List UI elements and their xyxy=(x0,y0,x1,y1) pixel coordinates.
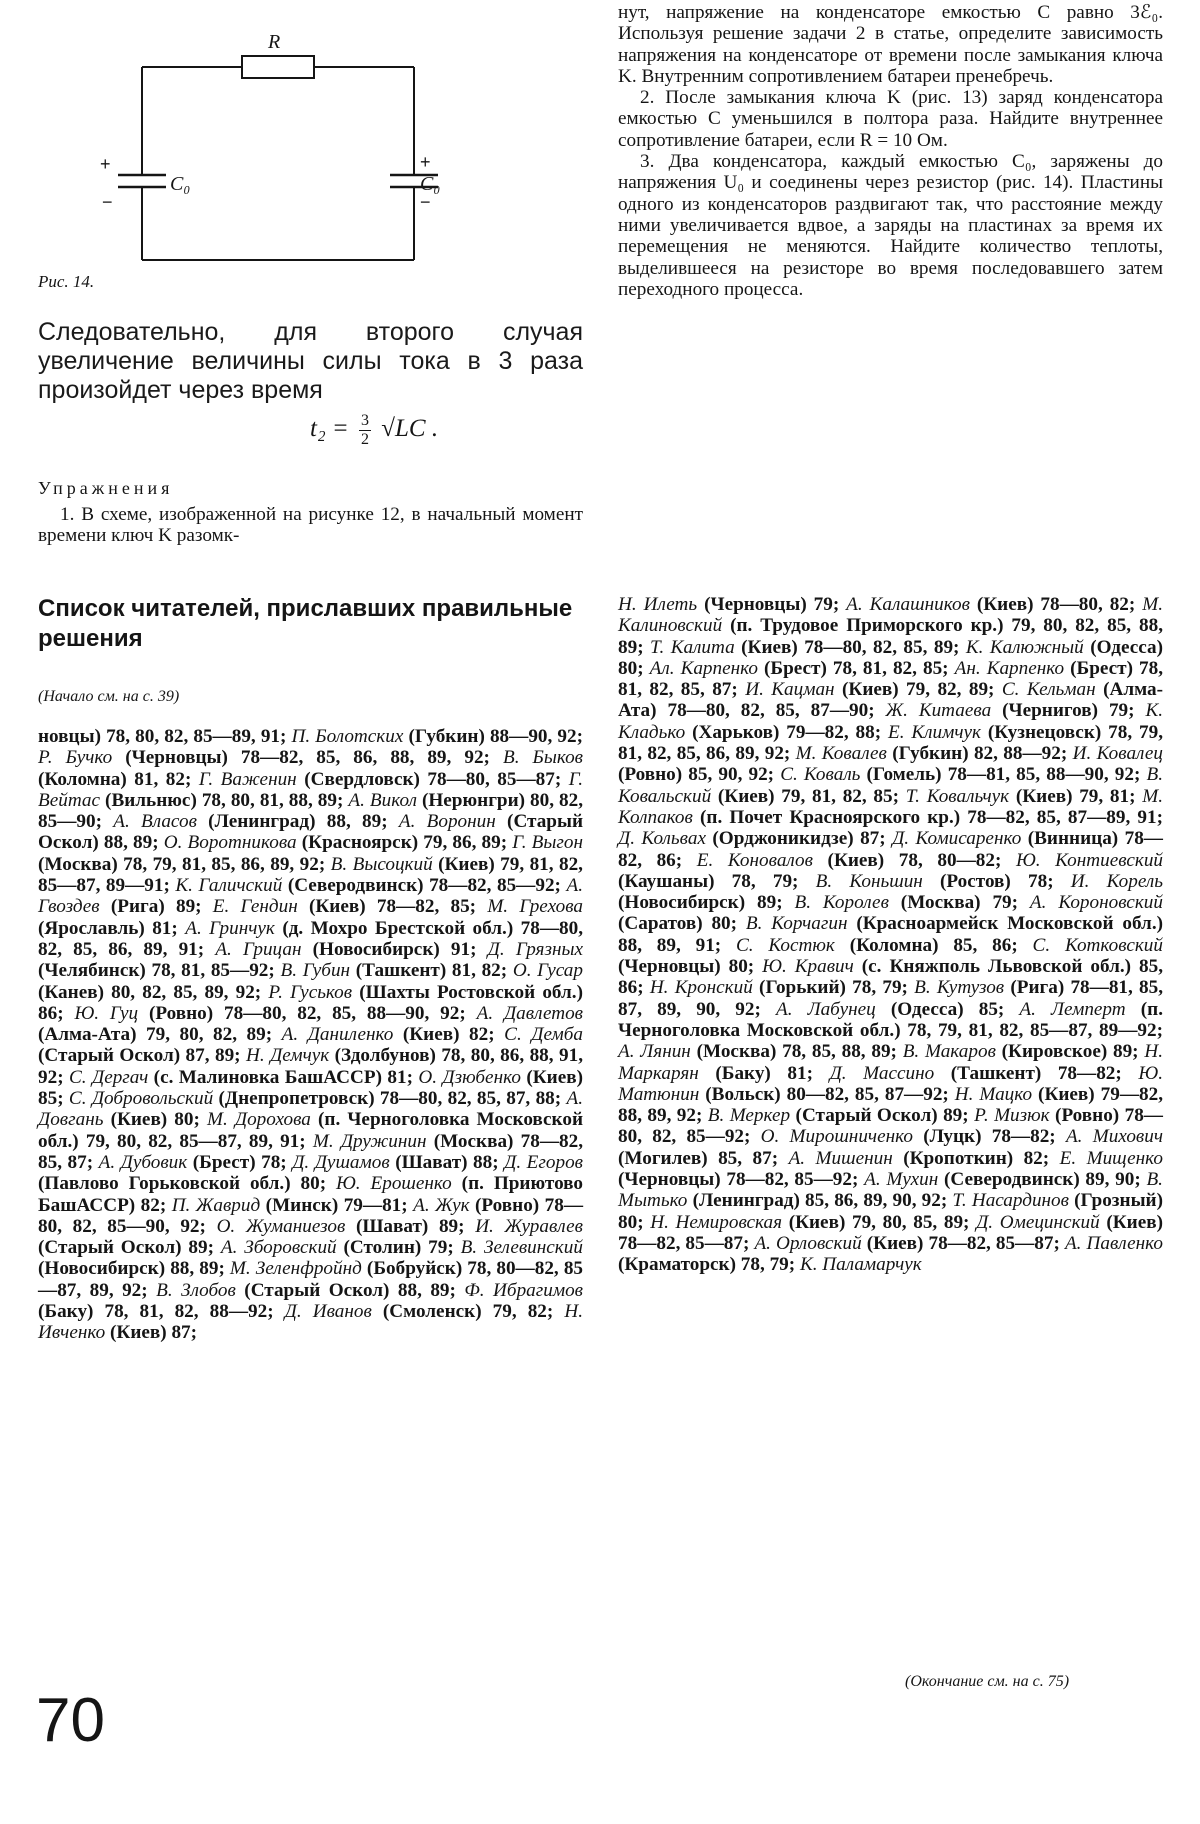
reader-name: Ю. Ерошенко xyxy=(336,1173,452,1195)
continued-on-note: (Окончание см. на с. 75) xyxy=(905,1673,1070,1690)
reader-name: А. Лянин xyxy=(618,1041,691,1063)
reader-name: Н. Кронский xyxy=(649,977,753,999)
reader-details: (Старый Оскол) 87, 89; xyxy=(38,1045,246,1067)
reader-details: (Киев) 79, 81, 82, 85—87, 89—91; xyxy=(38,853,583,897)
circuit-diagram xyxy=(98,22,448,272)
reader-details: (Киев) 79, 80, 85, 89; xyxy=(782,1211,977,1233)
reader-name: О. Жуманиезов xyxy=(216,1215,346,1237)
reader-name: В. Меркер xyxy=(707,1105,791,1127)
reader-entry xyxy=(285,1301,565,1322)
reader-details: (Грозный) 80; xyxy=(618,1190,1163,1233)
reader-details: (Черновцы) 78—82, 85, 86, 88, 89, 92; xyxy=(112,747,503,769)
reader-details: (Брест) 78, 81, 82, 85; xyxy=(757,657,955,679)
reader-name: Н. Ивченко xyxy=(38,1301,583,1344)
reader-name: О. Дзюбенко xyxy=(418,1066,521,1088)
reader-entry xyxy=(164,832,513,853)
reader-name: М. Калиновский xyxy=(618,594,1164,637)
reader-entry xyxy=(864,1169,1146,1190)
reader-name: Г. Выгон xyxy=(512,832,583,854)
reader-entry xyxy=(780,764,1146,785)
reader-name: Т. Насардинов xyxy=(952,1190,1069,1212)
reader-details: (Ровно) 85, 90, 92; xyxy=(618,764,781,786)
reader-details: (Алма-Ата) 78—80, 82, 85, 87—90; xyxy=(618,679,1164,722)
reader-name: Д. Кольвах xyxy=(618,828,706,850)
reader-entry xyxy=(903,1041,1145,1062)
reader-name: Н. Немировская xyxy=(650,1211,783,1233)
reader-details: (Ровно) 78—80, 82, 85—92; xyxy=(618,1105,1163,1148)
reader-details: (Столин) 79; xyxy=(336,1237,461,1259)
reader-name: О. Мирошниченко xyxy=(760,1126,913,1148)
reader-details: (Луцк) 78—82; xyxy=(912,1126,1066,1148)
reader-name: Ю. Матюнин xyxy=(618,1062,1163,1105)
reader-entry xyxy=(776,999,1019,1020)
reader-name: П. Болотских xyxy=(291,726,404,747)
exercise-2: 2. После замыкания ключа K (рис. 13) заряд конденсатора емкостью C уменьшился в полтора раза. Найдите внутреннее сопротивление батареи, если R = 10 Ом. xyxy=(618,87,1163,151)
reader-details: (п. Черноголовка Московской обл.) 78, 79, 81, 82, 85—87, 89—92; xyxy=(618,998,1163,1041)
reader-entry xyxy=(796,743,1073,764)
reader-name: М. Зеленфройнд xyxy=(229,1258,362,1280)
reader-details: (Новосибирск) 91; xyxy=(301,938,488,960)
reader-name: Н. Мацко xyxy=(954,1083,1033,1105)
reader-details: (Москва) 78—82, 85, 87; xyxy=(38,1130,583,1173)
reader-details: (с. Княжполь Львовской обл.) 85, 86; xyxy=(618,956,1163,999)
reader-details: (Могилев) 85, 87; xyxy=(618,1147,789,1169)
reader-details: (Каушаны) 78, 79; xyxy=(618,870,816,892)
reader-details: (Киев) 78—82, 85; xyxy=(297,896,488,918)
conclusion-text: Следовательно, для второго случая увеличение величины силы тока в 3 раза произойдет через время xyxy=(38,318,583,404)
reader-name: И. Журавлев xyxy=(475,1215,583,1237)
reader-entry xyxy=(172,1195,413,1216)
reader-name: Р. Бучко xyxy=(38,747,113,769)
reader-name: Н. Илеть xyxy=(618,594,698,615)
reader-name: В. Злобов xyxy=(156,1279,236,1301)
reader-entry xyxy=(754,1233,1064,1254)
reader-name: А. Короновский xyxy=(1029,892,1163,914)
left-capacitor-label: C₀ xyxy=(170,173,191,195)
reader-name: К. Галичский xyxy=(175,875,283,897)
reader-details: (Рига) 89; xyxy=(99,896,213,918)
reader-details: (п. Приютово БашАССР) 82; xyxy=(38,1173,584,1216)
reader-details: (Шават) 89; xyxy=(345,1215,476,1237)
reader-details: (Канев) 80, 82, 85, 89, 92; xyxy=(38,981,269,1003)
reader-details: (п. Черноголовка Московской обл.) 79, 80, 82, 85—87, 89, 91; xyxy=(38,1109,583,1152)
reader-name: Ж. Китаева xyxy=(885,700,992,722)
reader-name: А. Калашников xyxy=(846,594,970,615)
reader-entry xyxy=(215,939,487,960)
reader-details: (Ростов) 78; xyxy=(922,870,1071,892)
resistor xyxy=(242,56,314,78)
reader-details: (Новосибирск) 89; xyxy=(618,892,795,914)
reader-name: Е. Гендин xyxy=(212,896,298,918)
reader-details: (Киев) 78—80, 82, 85, 89; xyxy=(734,636,966,658)
reader-details: (Черновцы) 78—82, 85—92; xyxy=(618,1169,865,1191)
reader-details: (Кропоткин) 82; xyxy=(892,1147,1060,1169)
reader-details: (п. Почет Красноярского кр.) 78—82, 85, 87—89, 91; xyxy=(692,806,1163,828)
reader-entry xyxy=(745,679,1002,700)
reader-name: А. Грицан xyxy=(215,938,302,960)
reader-entry xyxy=(708,1105,974,1126)
formula-t2 xyxy=(310,412,438,449)
reader-details: (Свердловск) 78—80, 85—87; xyxy=(296,768,569,790)
reader-details: (Киев) 85; xyxy=(38,1066,583,1110)
reader-details: (Павлово Горьковской обл.) 80; xyxy=(38,1173,336,1195)
reader-details: (Шават) 88; xyxy=(389,1151,505,1173)
reader-details: (Коломна) 81, 82; xyxy=(38,768,199,790)
reader-name: Ал. Карпенко xyxy=(649,657,758,679)
reader-name: М. Ковалев xyxy=(795,743,887,765)
reader-details: (Смоленск) 79, 82; xyxy=(371,1301,565,1323)
reader-name: Ф. Ибрагимов xyxy=(464,1279,583,1301)
reader-details: (Брест) 78; xyxy=(187,1151,293,1173)
formula-fraction xyxy=(359,412,371,449)
reader-name: А. Мишенин xyxy=(788,1147,893,1169)
reader-entry xyxy=(794,892,1029,913)
reader-details: (Киев) 78—80, 82; xyxy=(969,594,1143,615)
reader-name: А. Дубовик xyxy=(98,1151,188,1173)
reader-entry xyxy=(618,1041,903,1062)
reader-name: С. Дергач xyxy=(68,1066,149,1088)
reader-entry xyxy=(156,1280,464,1301)
resistor-label: R xyxy=(268,31,281,53)
reader-name: С. Коваль xyxy=(780,764,861,786)
reader-name: П. Жаврид xyxy=(171,1194,261,1216)
reader-details: (Северодвинск) 78—82, 85—92; xyxy=(282,875,567,897)
reader-details: (Одесса) 85; xyxy=(875,998,1020,1020)
reader-name: Ю. Кравич xyxy=(762,956,854,978)
reader-details: (Орджоникидзе) 87; xyxy=(705,828,893,850)
reader-name: В. Быков xyxy=(502,747,583,769)
reader-entry xyxy=(113,811,399,832)
reader-entry xyxy=(221,1237,461,1258)
reader-details: (Чернигов) 79; xyxy=(991,700,1146,722)
reader-details: (Здолбунов) 78, 80, 86, 88, 91, 92; xyxy=(38,1045,583,1088)
reader-entry xyxy=(217,1216,476,1237)
reader-name: М. Дружинин xyxy=(312,1130,427,1152)
reader-entry xyxy=(830,1063,1139,1084)
reader-name: Т. Ковальчук xyxy=(905,785,1010,807)
reader-details: (д. Мохро Брестской обл.) 78—80, 82, 85, 86, 89, 91; xyxy=(38,917,583,960)
reader-name: А. Гринчук xyxy=(185,917,275,939)
reader-name: К. Паламарчук xyxy=(799,1254,922,1276)
reader-details: (Ташкент) 81, 82; xyxy=(350,960,513,982)
reader-details: (Киев) 80; xyxy=(103,1109,207,1131)
exercises-title: Упражнения xyxy=(38,478,174,498)
reader-name: В. Ковальский xyxy=(618,764,1163,807)
reader-entry xyxy=(99,1152,293,1173)
reader-details: (Черновцы) 80; xyxy=(618,956,763,978)
reader-name: Н. Демчук xyxy=(246,1045,330,1067)
right-minus-sign: − xyxy=(420,192,431,212)
reader-name: А. Давлетов xyxy=(476,1002,583,1024)
reader-details: (Вольск) 80—82, 85, 87—92; xyxy=(699,1083,955,1105)
reader-name: Г. Важенин xyxy=(198,768,297,790)
reader-details: (Ровно) 78—80, 82, 85—90, 92; xyxy=(38,1194,584,1237)
reader-name: М. Дорохова xyxy=(206,1109,311,1131)
reader-name: В. Мытько xyxy=(618,1169,1163,1212)
reader-details: (Старый Оскол) 89; xyxy=(790,1105,975,1127)
reader-details: (Алма-Ата) 79, 80, 82, 89; xyxy=(38,1024,282,1046)
reader-details: (Ташкент) 78—82; xyxy=(934,1062,1139,1084)
exercise-1-end: нут, напряжение на конденсаторе емкостью C равно 3ℰ₀. Используя решение задачи 2 в статье, определите зависимость напряжения на конденсаторе от времени после замыкания ключа K. Внутренним сопротивлением батареи пренебречь. xyxy=(618,2,1163,87)
reader-entry xyxy=(886,700,1146,721)
reader-name: С. Кельман xyxy=(1001,679,1096,701)
left-plus-sign: + xyxy=(100,154,111,174)
reader-details: (п. Трудовое Приморского кр.) 79, 80, 82, 85, 88, 89; xyxy=(618,615,1163,658)
reader-name: Д. Комисаренко xyxy=(892,828,1022,850)
right-plus-sign: + xyxy=(420,152,431,172)
reader-name: Т. Калита xyxy=(650,636,735,658)
reader-name: В. Королев xyxy=(794,892,889,914)
reader-name: А. Орловский xyxy=(754,1232,862,1254)
reader-details: (Рига) 78—81, 85, 87, 89, 90, 92; xyxy=(618,977,1164,1020)
reader-entry xyxy=(906,786,1143,807)
reader-details: (Губкин) 88—90, 92; xyxy=(403,726,583,747)
exercise-1-start xyxy=(38,504,583,547)
reader-details: (Старый Оскол) 88, 89; xyxy=(235,1279,465,1301)
reader-details: (Киев) 79, 82, 89; xyxy=(834,679,1002,701)
reader-name: А. Лабунец xyxy=(775,998,876,1020)
reader-details: (Киев) 87; xyxy=(105,1322,198,1344)
reader-details: (Коломна) 85, 86; xyxy=(834,934,1033,956)
reader-details: (Брест) 78, 81, 82, 85, 87; xyxy=(618,657,1164,701)
reader-entry xyxy=(292,726,583,747)
reader-entry xyxy=(846,594,1142,615)
reader-details: (Красноармейск Московской обл.) 88, 89, 91; xyxy=(618,913,1164,956)
reader-details: (Днепропетровск) 78—80, 82, 85, 87, 88; xyxy=(213,1088,567,1110)
reader-name: Е. Мищенко xyxy=(1059,1147,1164,1169)
reader-details: (Ровно) 78—80, 82, 85, 88—90, 92; xyxy=(138,1002,477,1024)
figure-caption: Рис. 14. xyxy=(38,272,95,291)
reader-entry xyxy=(69,1088,567,1109)
reader-name: А. Викол xyxy=(348,789,417,811)
reader-name: Е. Коновалов xyxy=(696,849,813,871)
reader-details: (Горький) 78, 79; xyxy=(752,977,915,999)
reader-details: (с. Малиновка БашАССР) 81; xyxy=(148,1066,419,1088)
reader-name: О. Гусар xyxy=(512,960,583,982)
reader-details: (Винница) 78—82, 86; xyxy=(618,828,1163,871)
reader-details: (Ярославль) 81; xyxy=(38,917,186,939)
reader-entry xyxy=(213,896,488,917)
reader-details: (Новосибирск) 88, 89; xyxy=(38,1258,230,1280)
reader-entry xyxy=(292,1152,504,1173)
circuit-figure-14 xyxy=(98,22,448,272)
reader-details: (Киев) 78—82, 85—87; xyxy=(618,1211,1164,1254)
reader-details: (Киев) 82; xyxy=(393,1024,505,1046)
reader-name: В. Высоцкий xyxy=(330,853,433,875)
reader-details: (Минск) 79—81; xyxy=(260,1194,414,1216)
reader-details: (Баку) 81; xyxy=(698,1062,830,1084)
reader-details: (Киев) 78, 80—82; xyxy=(812,849,1016,871)
reader-details: (Киев) 79—82, 88, 89, 92; xyxy=(618,1083,1163,1127)
reader-name: М. Грехова xyxy=(487,896,583,918)
reader-name: А. Михович xyxy=(1065,1126,1163,1148)
reader-name: Д. Массино xyxy=(829,1062,935,1084)
reader-name: А. Власов xyxy=(113,811,197,833)
reader-name: Д. Иванов xyxy=(284,1301,372,1323)
exercises-right-column xyxy=(618,2,1163,300)
readers-heading: Список читателей, приславших правильные решения xyxy=(38,595,573,652)
reader-details: (Кузнецовск) 78, 79, 81, 82, 85, 86, 89, 92; xyxy=(618,721,1163,765)
reader-name: А. Гвоздев xyxy=(38,875,584,918)
reader-details: (Киев) 78—82, 85—87; xyxy=(861,1232,1065,1254)
fraction-numerator: 3 xyxy=(361,412,370,429)
reader-details: (Нерюнгри) 80, 82, 85—90; xyxy=(38,789,584,833)
reader-entry xyxy=(736,935,1033,956)
reader-name: Г. Вейтас xyxy=(38,768,584,811)
reader-entry xyxy=(280,960,512,981)
reader-entry xyxy=(38,747,503,768)
reader-name: Ю. Контиевский xyxy=(1015,849,1164,871)
reader-details: (Челябинск) 78, 81, 85—92; xyxy=(38,960,281,982)
reader-details: (Харьков) 79—82, 88; xyxy=(685,721,888,743)
reader-details: (Вильнюс) 78, 80, 81, 88, 89; xyxy=(100,789,349,811)
reader-name: Р. Мизюк xyxy=(974,1105,1050,1127)
reader-entry xyxy=(650,658,955,679)
reader-details: (Кировское) 89; xyxy=(995,1041,1145,1063)
reader-name: А. Зборовский xyxy=(220,1237,337,1259)
reader-entry xyxy=(816,871,1071,892)
reader-entry xyxy=(650,977,914,998)
reader-name: В. Макаров xyxy=(902,1041,996,1063)
reader-name: А. Павленко xyxy=(1064,1232,1164,1254)
reader-name: А. Мухин xyxy=(864,1169,939,1191)
reader-entry xyxy=(761,1126,1066,1147)
reader-name: С. Котковский xyxy=(1032,934,1163,956)
reader-name: В. Коньшин xyxy=(815,870,923,892)
reader-entry xyxy=(38,726,292,747)
readers-list-right xyxy=(618,594,1163,1276)
reader-details: (Баку) 78, 81, 82, 88—92; xyxy=(38,1301,285,1323)
reader-entry xyxy=(199,769,569,790)
reader-name: А. Даниленко xyxy=(281,1024,394,1046)
exercise-3: 3. Два конденсатора, каждый емкостью C₀, заряжены до напряжения U₀ и соединены через резистор (рис. 14). Пластины одного из конденсаторов раздвигают так, что расстояние между ними увеличивается вдвое, а заряды на пластинах за время их перемещения не меняются. Найдите количество теплоты, выделившееся на резисторе во время последовавшего затем переходного процесса. xyxy=(618,151,1163,300)
reader-name: В. Зелевинский xyxy=(460,1237,583,1259)
reader-details: (Одесса) 80; xyxy=(618,636,1163,679)
reader-name: А. Довгань xyxy=(38,1088,584,1131)
reader-details: новцы) 78, 80, 82, 85—89, 91; xyxy=(38,726,292,747)
reader-name: Е. Климчук xyxy=(887,721,981,743)
reader-name: В. Корчагин xyxy=(745,913,848,935)
reader-name: М. Колпаков xyxy=(618,785,1164,828)
reader-name: А. Лемперт xyxy=(1019,998,1126,1020)
reader-name: Ан. Карпенко xyxy=(954,657,1065,679)
reader-details: (Черновцы) 79; xyxy=(697,594,847,615)
reader-details: (Краматорск) 78, 79; xyxy=(618,1254,800,1276)
reader-details: (Ленинград) 85, 86, 89, 90, 92; xyxy=(687,1190,953,1212)
reader-name: В. Кутузов xyxy=(914,977,1005,999)
reader-details: (Шахты Ростовской обл.) 86; xyxy=(38,981,583,1024)
reader-name: И. Ковалец xyxy=(1072,743,1163,765)
reader-details: (Москва) 78, 85, 88, 89; xyxy=(690,1041,903,1063)
reader-details: (Старый Оскол) 88, 89; xyxy=(38,811,584,854)
reader-details: (Киев) 79, 81, 82, 85; xyxy=(711,785,906,807)
reader-name: Р. Гуськов xyxy=(268,981,353,1003)
continued-from-note: (Начало см. на с. 39) xyxy=(38,688,180,705)
reader-entry xyxy=(789,1148,1060,1169)
reader-name: И. Кацман xyxy=(745,679,835,701)
exercise-1-start-text: 1. В схеме, изображенной на рисунке 12, в начальный момент времени ключ K разомк- xyxy=(38,504,583,547)
reader-name: Д. Омецинский xyxy=(976,1211,1100,1233)
reader-entry xyxy=(650,637,966,658)
page-number: 70 xyxy=(36,1686,105,1755)
right-capacitor-label: C₀ xyxy=(420,173,441,195)
reader-entry xyxy=(618,828,892,849)
reader-details: (Москва) 79; xyxy=(888,892,1030,914)
reader-name: С. Костюк xyxy=(736,934,835,956)
reader-details: (Старый Оскол) 89; xyxy=(38,1237,221,1259)
reader-name: Д. Душамов xyxy=(292,1151,390,1173)
reader-entry xyxy=(74,1003,476,1024)
reader-entry xyxy=(618,594,846,615)
formula-rhs: √LC . xyxy=(381,415,439,443)
reader-details: (Ленинград) 88, 89; xyxy=(196,811,399,833)
reader-details: (Бобруйск) 78, 80—82, 85—87, 89, 92; xyxy=(38,1258,584,1301)
reader-details: (Москва) 78, 79, 81, 85, 86, 89, 92; xyxy=(38,853,331,875)
reader-name: Д. Егоров xyxy=(504,1151,583,1173)
reader-name: С. Демба xyxy=(504,1024,583,1046)
reader-name: Д. Грязных xyxy=(487,938,583,960)
reader-entry xyxy=(697,850,1016,871)
reader-name: В. Губин xyxy=(280,960,351,982)
reader-name: И. Корель xyxy=(1070,870,1163,892)
reader-entry xyxy=(69,1067,418,1088)
reader-details: (Саратов) 80; xyxy=(618,913,746,935)
reader-name: Н. Маркарян xyxy=(618,1041,1163,1084)
reader-entry xyxy=(282,1024,504,1045)
left-minus-sign: − xyxy=(102,192,113,212)
reader-details: (Киев) 79, 81; xyxy=(1009,785,1143,807)
fraction-denominator: 2 xyxy=(361,431,370,448)
reader-entry xyxy=(650,1212,976,1233)
reader-name: А. Воронин xyxy=(398,811,496,833)
reader-details: (Губкин) 82, 88—92; xyxy=(886,743,1073,765)
reader-details: (Гомель) 78—81, 85, 88—90, 92; xyxy=(860,764,1147,786)
formula-lhs: t₂ = xyxy=(310,415,349,443)
reader-entry xyxy=(175,875,566,896)
reader-name: Ю. Гуц xyxy=(74,1002,139,1024)
reader-name: О. Воротникова xyxy=(163,832,297,854)
reader-name: К. Калюжный xyxy=(965,636,1084,658)
reader-details: (Северодвинск) 89, 90; xyxy=(938,1169,1147,1191)
reader-name: С. Добровольский xyxy=(68,1088,214,1110)
reader-name: К. Кладько xyxy=(618,700,1164,743)
reader-details: (Красноярск) 79, 86, 89; xyxy=(296,832,513,854)
reader-name: А. Жук xyxy=(413,1194,470,1216)
reader-entry xyxy=(800,1254,922,1275)
readers-list-left xyxy=(38,726,583,1344)
